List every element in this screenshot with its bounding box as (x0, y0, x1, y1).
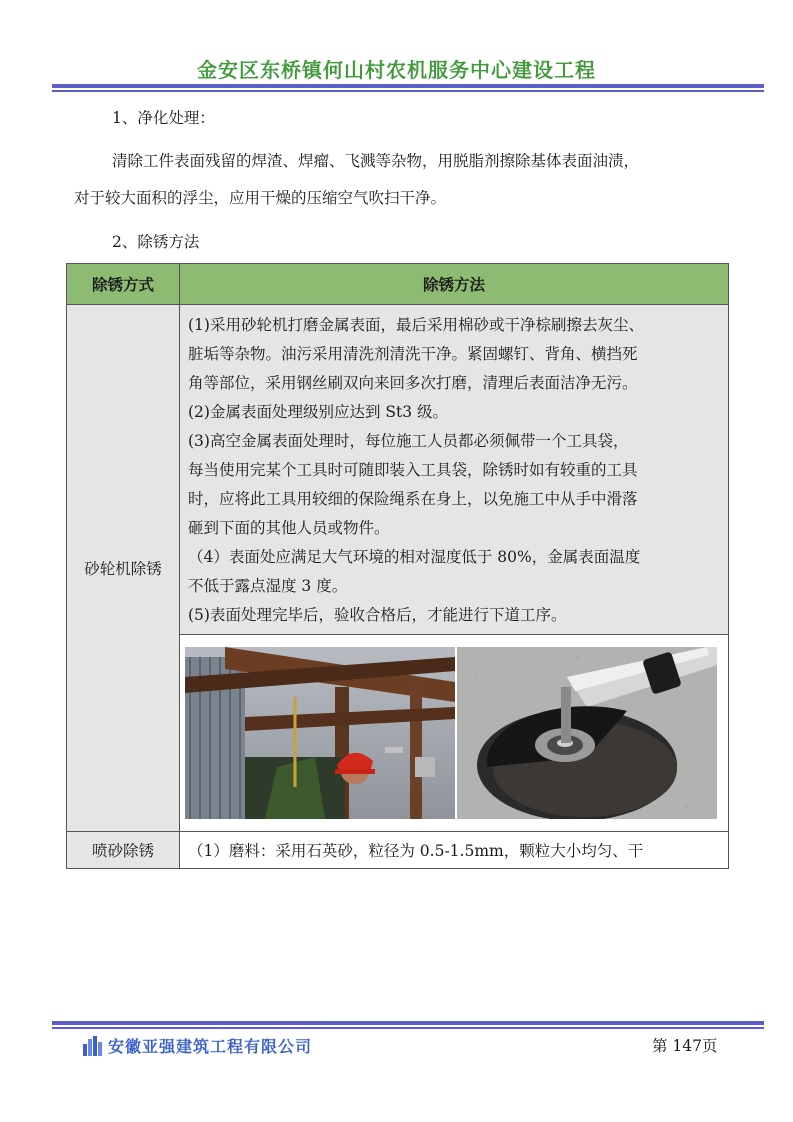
building-logo-icon (82, 1036, 104, 1056)
grinder-line: 时，应将此工具用较细的保险绳系在身上，以免施工中从手中滑落 (188, 490, 638, 508)
section2-heading: 2、除锈方法 (112, 233, 200, 251)
grinder-line: 不低于露点湿度 3 度。 (188, 577, 348, 595)
table-row (67, 832, 729, 869)
grinder-line: （4）表面处应满足大气环境的相对湿度低于 80%，金属表面温度 (188, 548, 641, 566)
grinder-label: 砂轮机除锈 (84, 560, 162, 578)
photo-cell (180, 635, 729, 832)
grinder-line: (3)高空金属表面处理时，每位施工人员都必须佩带一个工具袋， (188, 432, 629, 450)
footer-rule-thick (52, 1021, 764, 1025)
grinder-line: (5)表面处理完毕后，验收合格后，才能进行下道工序。 (188, 606, 567, 624)
footer-rule-thin (52, 1027, 764, 1029)
sandblast-content-cell (180, 832, 729, 869)
footer-company (82, 1034, 312, 1057)
rust-removal-table (66, 263, 729, 869)
sandblast-label-cell (67, 832, 180, 869)
grinder-line: 每当使用完某个工具时可随即装入工具袋，除锈时如有较重的工具 (188, 461, 638, 479)
header-rule-thin (52, 90, 764, 92)
sandblast-line: （1）磨料：采用石英砂，粒径为 0.5-1.5mm，颗粒大小均匀、干 (188, 842, 644, 860)
grinder-line: 脏垢等杂物。油污采用清洗剂清洗干净。紧固螺钉、背角、横挡死 (188, 345, 638, 363)
worker-grinding-photo (185, 647, 455, 819)
section1-line-2: 对于较大面积的浮尘，应用干燥的压缩空气吹扫干净。 (74, 189, 447, 207)
section1-heading: 1、净化处理： (112, 109, 215, 127)
grinder-content-cell (180, 305, 729, 635)
grinder-label-cell (67, 305, 180, 832)
grinder-line: (2)金属表面处理级别应达到 St3 级。 (188, 403, 449, 421)
header-rule-thick (52, 84, 764, 88)
page-number: 第 147页 (652, 1037, 718, 1055)
grinder-line: (1)采用砂轮机打磨金属表面，最后采用棉砂或干净棕刷擦去灰尘、 (188, 316, 644, 334)
company-name: 安徽亚强建筑工程有限公司 (108, 1037, 313, 1056)
table-header-method-type: 除锈方式 (67, 264, 180, 305)
grinder-line: 角等部位，采用钢丝刷双向来回多次打磨，清理后表面洁净无污。 (188, 374, 638, 392)
sandblast-label: 喷砂除锈 (91, 842, 154, 860)
angle-grinder-photo (457, 647, 717, 819)
table-header-method: 除锈方法 (180, 264, 729, 305)
grinder-line: 砸到下面的其他人员或物件。 (188, 519, 390, 537)
section1-line-1: 清除工件表面残留的焊渣、焊瘤、飞溅等杂物，用脱脂剂擦除基体表面油渍， (112, 152, 640, 170)
table-row (67, 305, 729, 635)
table-header-row (67, 264, 729, 305)
page-header-title: 金安区东桥镇何山村农机服务中心建设工程 (197, 58, 596, 82)
